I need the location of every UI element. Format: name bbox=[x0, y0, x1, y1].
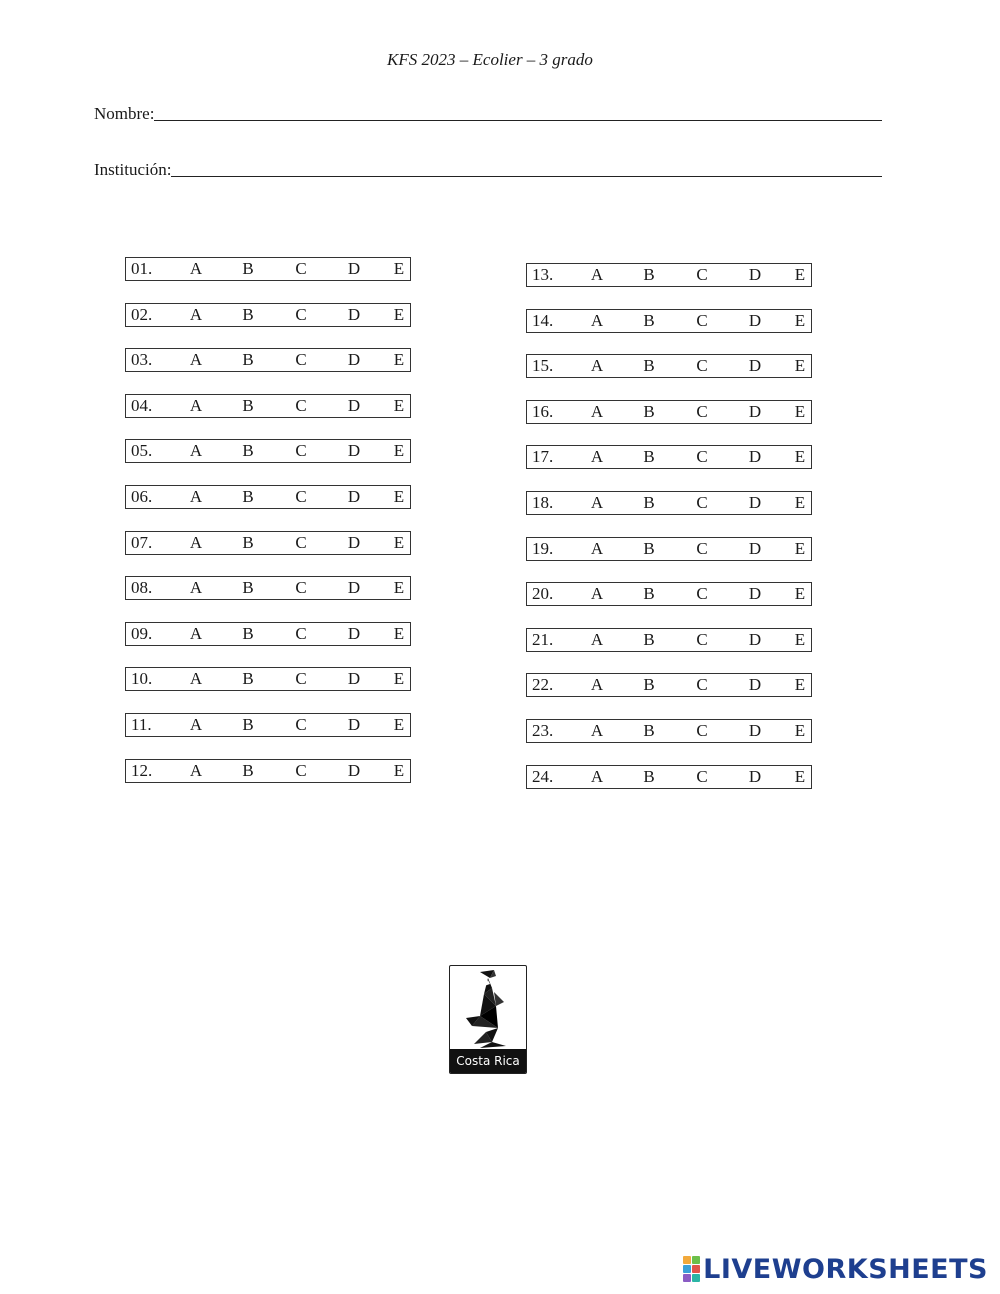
option-b[interactable]: B bbox=[242, 578, 254, 598]
option-e[interactable]: E bbox=[393, 578, 405, 598]
option-d[interactable]: D bbox=[748, 447, 762, 467]
answer-row bbox=[526, 263, 812, 287]
liveworksheets-icon bbox=[683, 1256, 700, 1282]
option-a[interactable]: A bbox=[590, 356, 604, 376]
option-a[interactable]: A bbox=[590, 447, 604, 467]
option-a[interactable]: A bbox=[189, 669, 203, 689]
option-b[interactable]: B bbox=[242, 441, 254, 461]
option-c[interactable]: C bbox=[696, 629, 708, 649]
option-e[interactable]: E bbox=[794, 629, 806, 649]
question-number: 16. bbox=[532, 401, 554, 421]
answer-row bbox=[526, 582, 812, 606]
answer-row bbox=[526, 309, 812, 333]
liveworksheets-icon-tile bbox=[683, 1265, 691, 1273]
option-b[interactable]: B bbox=[643, 401, 655, 421]
option-a[interactable]: A bbox=[189, 350, 203, 370]
institucion-field[interactable] bbox=[94, 158, 882, 180]
option-b[interactable]: B bbox=[643, 584, 655, 604]
option-e[interactable]: E bbox=[393, 350, 405, 370]
question-number: 13. bbox=[532, 265, 554, 284]
option-c[interactable]: C bbox=[696, 265, 708, 284]
option-d[interactable]: D bbox=[347, 304, 361, 324]
institucion-input-line[interactable] bbox=[171, 175, 882, 177]
option-d[interactable]: D bbox=[347, 760, 361, 780]
option-b[interactable]: B bbox=[643, 538, 655, 558]
option-a[interactable]: A bbox=[590, 629, 604, 649]
question-number: 06. bbox=[131, 487, 153, 506]
option-b[interactable]: B bbox=[643, 493, 655, 512]
option-e[interactable]: E bbox=[794, 356, 806, 376]
option-a[interactable]: A bbox=[590, 675, 604, 695]
question-number: 18. bbox=[532, 493, 554, 512]
question-number: 19. bbox=[532, 538, 554, 558]
option-a[interactable]: A bbox=[590, 766, 604, 786]
answer-row bbox=[526, 354, 812, 378]
option-c[interactable]: C bbox=[696, 447, 708, 467]
option-b[interactable]: B bbox=[242, 259, 254, 278]
answer-row bbox=[526, 765, 812, 789]
option-a[interactable]: A bbox=[590, 493, 604, 512]
option-e[interactable]: E bbox=[393, 715, 405, 734]
institucion-label: Institución: bbox=[94, 160, 172, 179]
question-number: 08. bbox=[131, 578, 153, 598]
page-title: KFS 2023 – Ecolier – 3 grado bbox=[387, 50, 593, 69]
option-e[interactable]: E bbox=[393, 532, 405, 552]
option-d[interactable]: D bbox=[748, 493, 762, 512]
option-e[interactable]: E bbox=[794, 766, 806, 786]
question-number: 20. bbox=[532, 584, 554, 604]
answer-row bbox=[125, 394, 411, 418]
option-c[interactable]: C bbox=[295, 441, 307, 461]
option-e[interactable]: E bbox=[794, 584, 806, 604]
option-a[interactable]: A bbox=[189, 578, 203, 598]
option-d[interactable]: D bbox=[347, 487, 361, 506]
option-d[interactable]: D bbox=[347, 715, 361, 734]
option-a[interactable]: A bbox=[189, 395, 203, 415]
option-b[interactable]: B bbox=[242, 304, 254, 324]
option-c[interactable]: C bbox=[295, 395, 307, 415]
option-e[interactable]: E bbox=[393, 441, 405, 461]
nombre-label: Nombre: bbox=[94, 104, 155, 123]
question-number: 14. bbox=[532, 310, 554, 330]
option-d[interactable]: D bbox=[347, 623, 361, 643]
question-number: 22. bbox=[532, 675, 554, 695]
option-c[interactable]: C bbox=[696, 538, 708, 558]
option-a[interactable]: A bbox=[189, 304, 203, 324]
question-number: 21. bbox=[532, 629, 554, 649]
option-c[interactable]: C bbox=[696, 310, 708, 330]
question-number: 02. bbox=[131, 304, 153, 324]
option-d[interactable]: D bbox=[748, 629, 762, 649]
answer-row bbox=[125, 348, 411, 372]
question-number: 04. bbox=[131, 395, 153, 415]
question-number: 17. bbox=[532, 447, 554, 467]
option-d[interactable]: D bbox=[347, 669, 361, 689]
answer-row bbox=[526, 628, 812, 652]
answer-row bbox=[526, 719, 812, 743]
option-e[interactable]: E bbox=[794, 538, 806, 558]
option-b[interactable]: B bbox=[242, 623, 254, 643]
option-a[interactable]: A bbox=[189, 487, 203, 506]
option-e[interactable]: E bbox=[393, 259, 405, 278]
liveworksheets-icon-tile bbox=[683, 1274, 691, 1282]
option-c[interactable]: C bbox=[295, 669, 307, 689]
question-number: 03. bbox=[131, 350, 153, 370]
option-d[interactable]: D bbox=[748, 265, 762, 284]
option-e[interactable]: E bbox=[794, 721, 806, 740]
option-d[interactable]: D bbox=[748, 310, 762, 330]
logo-caption: Costa Rica bbox=[450, 1049, 526, 1073]
answer-row bbox=[526, 400, 812, 424]
option-d[interactable]: D bbox=[347, 578, 361, 598]
option-d[interactable]: D bbox=[347, 395, 361, 415]
option-c[interactable]: C bbox=[295, 623, 307, 643]
option-c[interactable]: C bbox=[696, 584, 708, 604]
option-e[interactable]: E bbox=[794, 447, 806, 467]
option-d[interactable]: D bbox=[347, 532, 361, 552]
option-d[interactable]: D bbox=[748, 675, 762, 695]
option-a[interactable]: A bbox=[189, 259, 203, 278]
question-number: 01. bbox=[131, 259, 153, 278]
answer-row bbox=[526, 537, 812, 561]
kangaroo-icon bbox=[450, 966, 527, 1052]
answer-row bbox=[125, 531, 411, 555]
option-d[interactable]: D bbox=[347, 259, 361, 278]
liveworksheets-icon-tile bbox=[683, 1256, 691, 1264]
option-b[interactable]: B bbox=[643, 675, 655, 695]
question-number: 11. bbox=[131, 715, 152, 734]
answer-row bbox=[125, 622, 411, 646]
answer-row bbox=[526, 491, 812, 515]
option-b[interactable]: B bbox=[242, 760, 254, 780]
answer-row bbox=[125, 713, 411, 737]
option-a[interactable]: A bbox=[189, 623, 203, 643]
option-d[interactable]: D bbox=[748, 401, 762, 421]
question-number: 15. bbox=[532, 356, 554, 376]
option-a[interactable]: A bbox=[590, 721, 604, 740]
option-c[interactable]: C bbox=[295, 304, 307, 324]
question-number: 23. bbox=[532, 721, 554, 740]
liveworksheets-icon-tile bbox=[692, 1265, 700, 1273]
option-b[interactable]: B bbox=[643, 721, 655, 740]
option-e[interactable]: E bbox=[393, 760, 405, 780]
option-c[interactable]: C bbox=[295, 715, 307, 734]
answer-row bbox=[526, 445, 812, 469]
option-a[interactable]: A bbox=[590, 310, 604, 330]
option-c[interactable]: C bbox=[295, 532, 307, 552]
option-c[interactable]: C bbox=[696, 356, 708, 376]
nombre-field[interactable] bbox=[94, 102, 882, 124]
option-c[interactable]: C bbox=[696, 675, 708, 695]
kangaroo-logo bbox=[449, 965, 527, 1074]
answer-row bbox=[125, 667, 411, 691]
option-b[interactable]: B bbox=[242, 669, 254, 689]
option-b[interactable]: B bbox=[643, 265, 655, 284]
option-c[interactable]: C bbox=[295, 350, 307, 370]
option-c[interactable]: C bbox=[295, 259, 307, 278]
answer-row bbox=[125, 257, 411, 281]
option-e[interactable]: E bbox=[794, 675, 806, 695]
option-b[interactable]: B bbox=[643, 310, 655, 330]
option-b[interactable]: B bbox=[242, 487, 254, 506]
option-a[interactable]: A bbox=[189, 441, 203, 461]
option-d[interactable]: D bbox=[748, 766, 762, 786]
answer-row bbox=[125, 439, 411, 463]
option-c[interactable]: C bbox=[696, 401, 708, 421]
option-e[interactable]: E bbox=[393, 669, 405, 689]
option-a[interactable]: A bbox=[590, 401, 604, 421]
liveworksheets-icon-tile bbox=[692, 1274, 700, 1282]
option-b[interactable]: B bbox=[643, 629, 655, 649]
option-e[interactable]: E bbox=[393, 395, 405, 415]
option-c[interactable]: C bbox=[696, 493, 708, 512]
option-c[interactable]: C bbox=[696, 766, 708, 786]
option-c[interactable]: C bbox=[696, 721, 708, 740]
answer-row bbox=[125, 303, 411, 327]
option-c[interactable]: C bbox=[295, 487, 307, 506]
question-number: 24. bbox=[532, 766, 554, 786]
question-number: 12. bbox=[131, 760, 153, 780]
option-b[interactable]: B bbox=[242, 395, 254, 415]
option-e[interactable]: E bbox=[794, 401, 806, 421]
option-d[interactable]: D bbox=[347, 441, 361, 461]
option-c[interactable]: C bbox=[295, 578, 307, 598]
question-number: 09. bbox=[131, 623, 153, 643]
option-a[interactable]: A bbox=[590, 265, 604, 284]
option-b[interactable]: B bbox=[242, 715, 254, 734]
option-e[interactable]: E bbox=[393, 487, 405, 506]
nombre-input-line[interactable] bbox=[154, 119, 882, 121]
option-e[interactable]: E bbox=[393, 304, 405, 324]
option-a[interactable]: A bbox=[189, 760, 203, 780]
question-number: 10. bbox=[131, 669, 153, 689]
option-d[interactable]: D bbox=[748, 356, 762, 376]
answer-row bbox=[125, 759, 411, 783]
option-d[interactable]: D bbox=[347, 350, 361, 370]
liveworksheets-icon-tile bbox=[692, 1256, 700, 1264]
option-b[interactable]: B bbox=[643, 766, 655, 786]
option-b[interactable]: B bbox=[643, 356, 655, 376]
option-c[interactable]: C bbox=[295, 760, 307, 780]
option-a[interactable]: A bbox=[590, 584, 604, 604]
liveworksheets-text: LIVEWORKSHEETS bbox=[703, 1253, 988, 1285]
option-a[interactable]: A bbox=[590, 538, 604, 558]
option-e[interactable]: E bbox=[393, 623, 405, 643]
option-d[interactable]: D bbox=[748, 584, 762, 604]
liveworksheets-brand bbox=[683, 1254, 988, 1284]
answer-row bbox=[125, 576, 411, 600]
question-number: 07. bbox=[131, 532, 153, 552]
option-e[interactable]: E bbox=[794, 493, 806, 512]
answer-row bbox=[526, 673, 812, 697]
option-d[interactable]: D bbox=[748, 721, 762, 740]
option-e[interactable]: E bbox=[794, 265, 806, 284]
answer-row bbox=[125, 485, 411, 509]
option-b[interactable]: B bbox=[242, 532, 254, 552]
option-d[interactable]: D bbox=[748, 538, 762, 558]
question-number: 05. bbox=[131, 441, 153, 461]
option-b[interactable]: B bbox=[242, 350, 254, 370]
option-e[interactable]: E bbox=[794, 310, 806, 330]
option-b[interactable]: B bbox=[643, 447, 655, 467]
option-a[interactable]: A bbox=[189, 715, 203, 734]
option-a[interactable]: A bbox=[189, 532, 203, 552]
